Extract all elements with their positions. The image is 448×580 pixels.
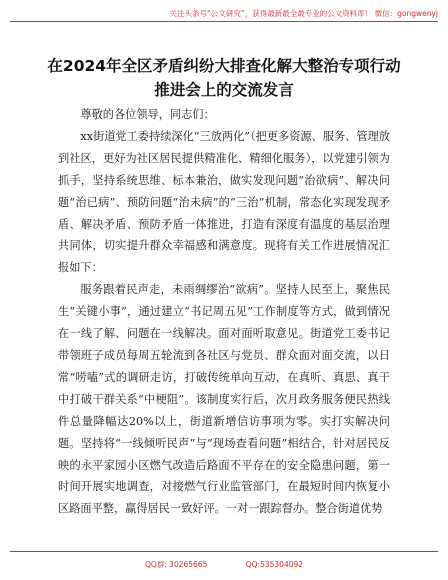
paragraph-service: 服务跟着民声走，未雨绸缪治“欲病”。坚持人民至上，聚焦民生“关键小事”，通过建立“书记周五见”工作制度等方式，做到情况在一线了解、问题在一线解决。面对面听取意见。街道党工委书记带领班子成员每周五轮流到各社区与党员、群众面对面交流，以日常“唠嗑”式的调研走访，打破传统单向互动，在真听、真思、真干中打破干群关系“中梗阻”。该制度实行后，次月政务服务便民热线件总量降幅达20%以上，街道新增信访事项为零。实打实解决问题。坚持将“一线倾听民声”与“现场查看问题”相结合，针对居民反映的永平家园小区燃气改造后路面不平存在的安全隐患问题，第一时间开展实地调查，对接燃气行业监管部门，在最短时间内恢复小区路面平整，赢得居民一致好评。一对一跟踪督办。整合街道优势 xyxy=(58,283,390,516)
footer-qq-group: QQ群: 30265665 xyxy=(144,560,208,569)
header-banner: 关注头条号“公文研究”，获得最新最全最专业的公文资料库！ 微信：gongwenyj xyxy=(169,9,438,18)
footer xyxy=(0,559,448,570)
document-body xyxy=(58,104,390,520)
paragraph-intro: xx街道党工委持续深化“三放两化”（把更多资源、服务、管理放到社区，更好为社区居民提供精准化、精细化服务），以党建引领为抓手，坚持系统思维、标本兼治，做实发现问题“治欲病”、解决问题“治已病”、预防问题“治未病”的“三治”机制，常态化实现发现矛盾、解决矛盾、预防矛盾一体推进，打造有深度有温度的基层治理共同体，切实提升群众幸福感和满意度。现将有关工作进展情况汇报如下： xyxy=(58,129,390,275)
header-divider xyxy=(10,21,438,22)
footer-divider xyxy=(10,551,438,552)
greeting: 尊敬的各位领导，同志们： xyxy=(80,108,215,121)
document-title: 在2024年全区矛盾纠纷大排查化解大整治专项行动推进会上的交流发言 xyxy=(47,57,401,99)
footer-qq-contact: QQ:535304092 xyxy=(245,560,304,569)
